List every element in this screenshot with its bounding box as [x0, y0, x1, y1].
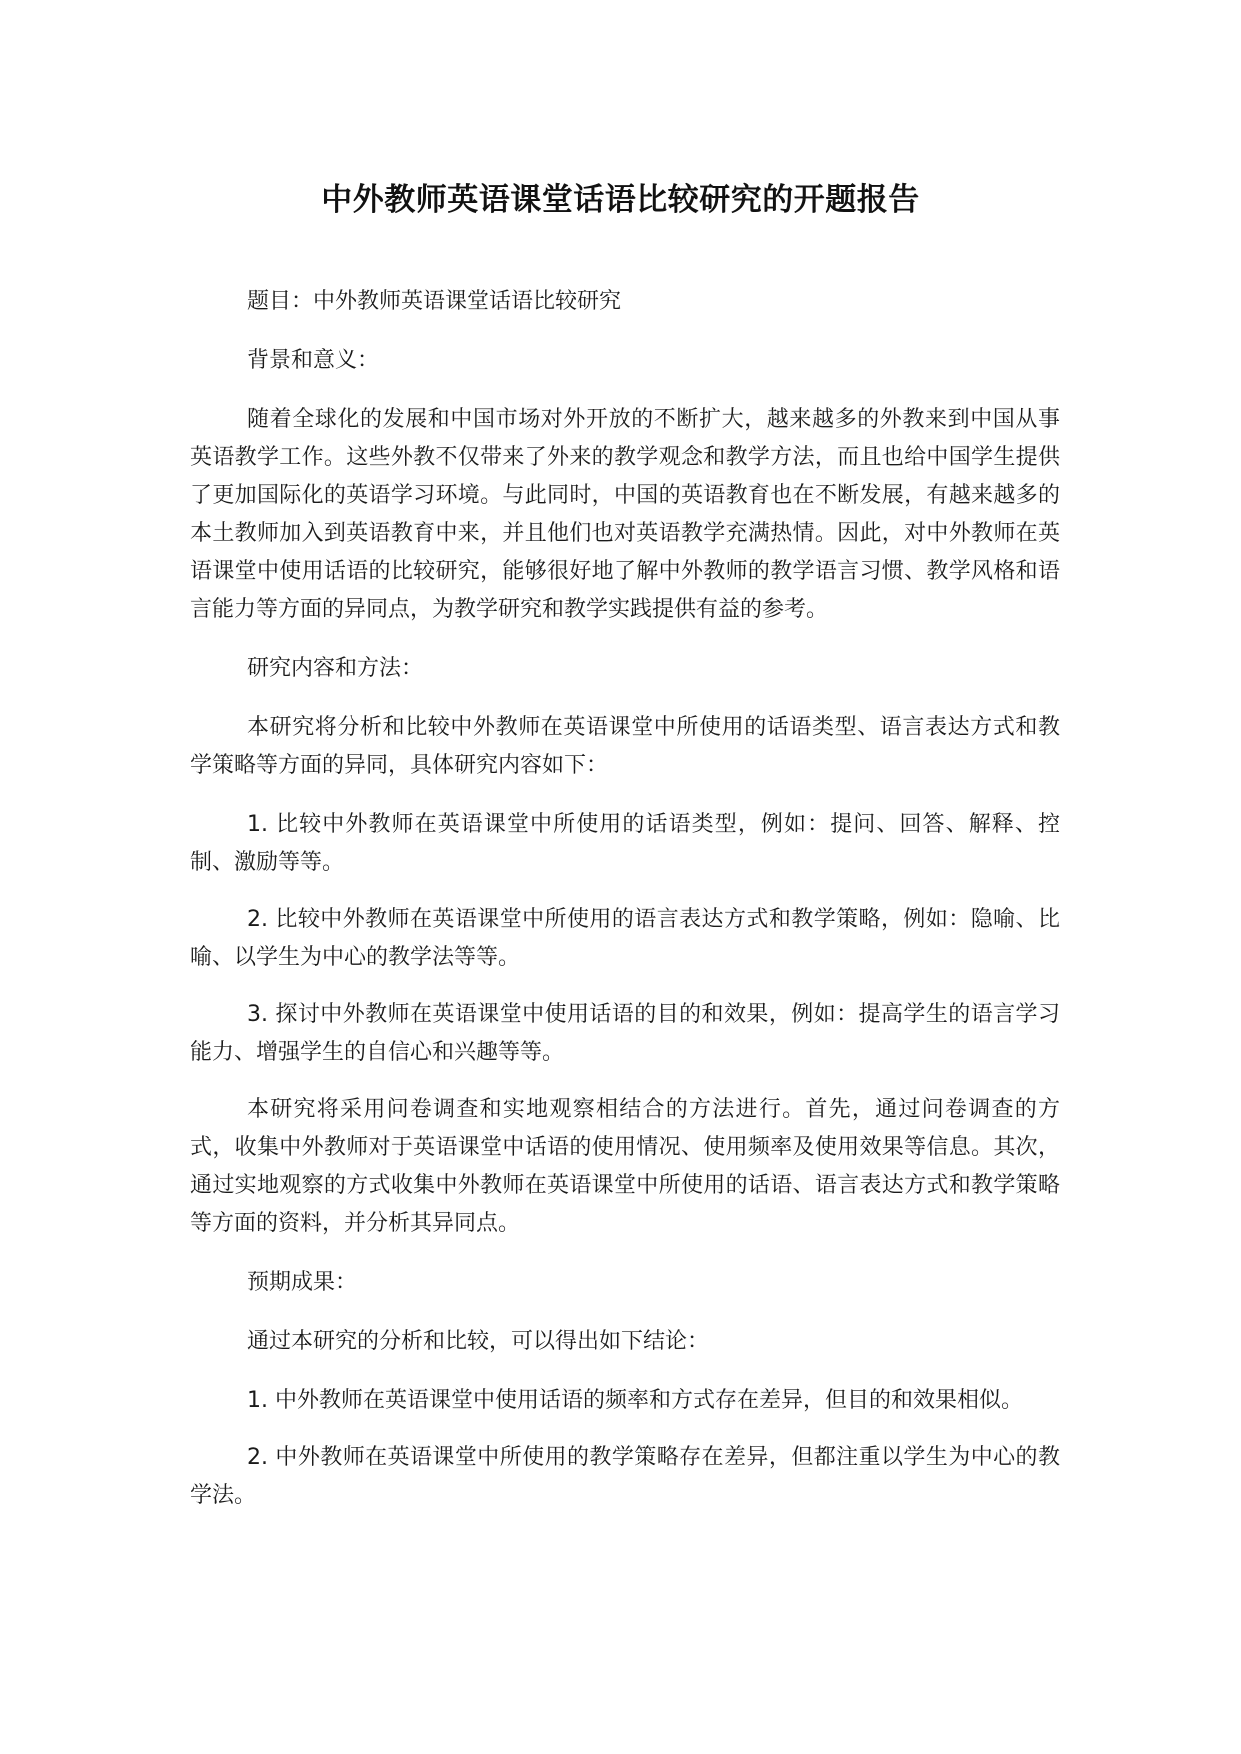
content-item-2: 2. 比较中外教师在英语课堂中所使用的语言表达方式和教学策略，例如：隐喻、比喻、以学生为中心的教学法等等。	[190, 907, 1060, 970]
document-body	[190, 283, 1060, 1534]
content-item-3: 3. 探讨中外教师在英语课堂中使用话语的目的和效果，例如：提高学生的语言学习能力、增强学生的自信心和兴趣等等。	[190, 1002, 1060, 1065]
background-paragraph: 随着全球化的发展和中国市场对外开放的不断扩大，越来越多的外教来到中国从事英语教学工作。这些外教不仅带来了外来的教学观念和教学方法，而且也给中国学生提供了更加国际化的英语学习环境。与此同时，中国的英语教育也在不断发展，有越来越多的本土教师加入到英语教育中来，并且他们也对英语教学充满热情。因此，对中外教师在英语课堂中使用话语的比较研究，能够很好地了解中外教师的教学语言习惯、教学风格和语言能力等方面的异同点，为教学研究和教学实践提供有益的参考。	[190, 407, 1060, 622]
document-title: 中外教师英语课堂话语比较研究的开题报告	[321, 182, 920, 218]
results-intro-paragraph: 通过本研究的分析和比较，可以得出如下结论：	[247, 1329, 710, 1354]
result-item-1: 1. 中外教师在英语课堂中使用话语的频率和方式存在差异，但目的和效果相似。	[247, 1388, 1023, 1413]
content-intro-paragraph: 本研究将分析和比较中外教师在英语课堂中所使用的话语类型、语言表达方式和教学策略等方面的异同，具体研究内容如下：	[190, 715, 1060, 778]
result-item-2: 2. 中外教师在英语课堂中所使用的教学策略存在差异，但都注重以学生为中心的教学法。	[190, 1445, 1060, 1508]
content-item-1: 1. 比较中外教师在英语课堂中所使用的话语类型，例如：提问、回答、解释、控制、激励等等。	[190, 812, 1060, 875]
section-heading-background: 背景和意义：	[247, 348, 380, 373]
topic-line: 题目：中外教师英语课堂话语比较研究	[247, 289, 622, 314]
section-heading-content-methods: 研究内容和方法：	[247, 656, 424, 681]
methods-paragraph: 本研究将采用问卷调查和实地观察相结合的方法进行。首先，通过问卷调查的方式，收集中外教师对于英语课堂中话语的使用情况、使用频率及使用效果等信息。其次，通过实地观察的方式收集中外教师在英语课堂中所使用的话语、语言表达方式和教学策略等方面的资料，并分析其异同点。	[190, 1097, 1060, 1236]
section-heading-expected-results: 预期成果：	[247, 1270, 358, 1295]
